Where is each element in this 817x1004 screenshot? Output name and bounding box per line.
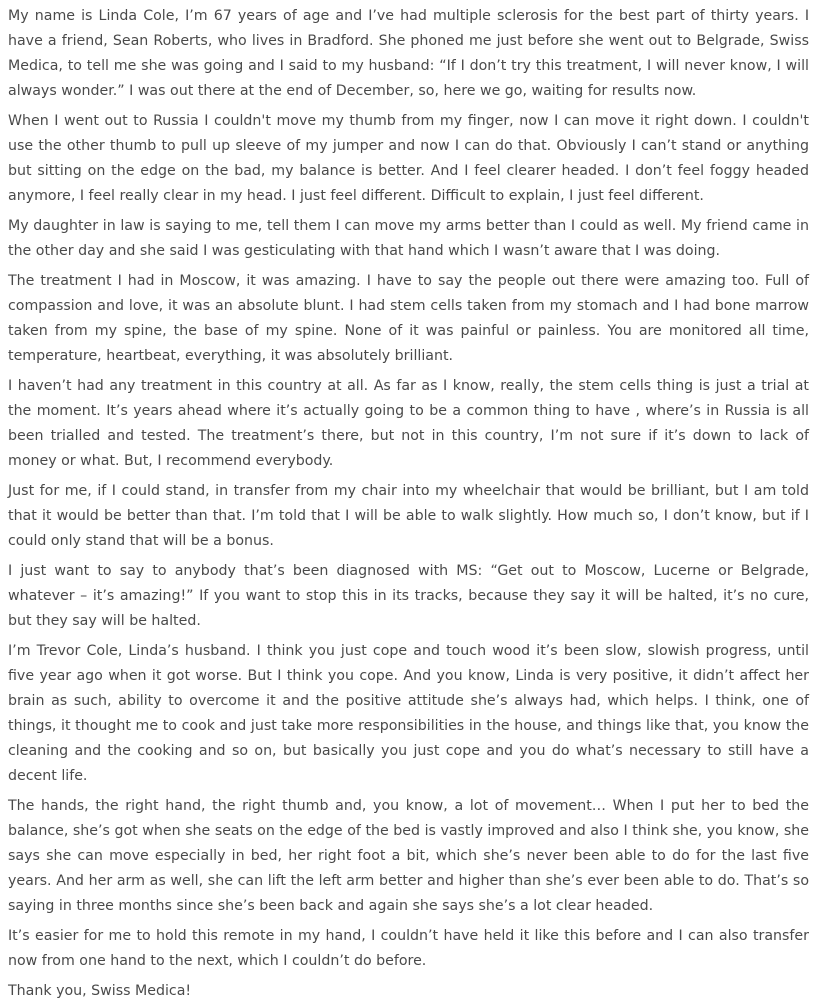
paragraph-thank-you: Thank you, Swiss Medica!	[8, 983, 192, 999]
paragraph-treatment-moscow: The treatment I had in Moscow, it was amazing. I have to say the people out there were amazing too. Full of compassion and love, it was an absolute blunt. I had stem cells taken from my stomach and I had bone marrow taken from my spine, the base of my spine. None of it was painful or painless. You are monitored all time, temperature, heartbeat, everything, it was absolutely brilliant.	[8, 273, 809, 364]
paragraph-husband-observations: The hands, the right hand, the right thumb and, you know, a lot of movement… When I put her to bed the balance, she’s got when she seats on the edge of the bed is vastly improved and also I think she, you know, she says she can move especially in bed, her right foot a bit, which she’s never been able to do for the last five years. And her arm as well, she can lift the left arm better and higher than she’s ever been able to do. That’s so saying in three months since she’s been back and again she says she’s a lot clear headed.	[8, 798, 809, 914]
paragraph-husband-intro: I’m Trevor Cole, Linda’s husband. I think you just cope and touch wood it’s been slow, slowish progress, until five year ago when it got worse. But I think you cope. And you know, Linda is very positive, it didn’t affect her brain as such, ability to overcome it and the positive attitude she’s always had, which helps. I think, one of things, it thought me to cook and just take more responsibilities in the house, and things like that, you know the cleaning and the cooking and so on, but basically you just cope and you do what’s necessary to still have a decent life.	[8, 643, 809, 784]
paragraph-remote-control: It’s easier for me to hold this remote in my hand, I couldn’t have held it like this before and I can also transfer now from one hand to the next, which I couldn’t do before.	[8, 928, 809, 969]
paragraph-thumb-movement: When I went out to Russia I couldn't move my thumb from my finger, now I can move it right down. I couldn't use the other thumb to pull up sleeve of my jumper and now I can do that. Obviously I can’t stand or anything but sitting on the edge on the bad, my balance is better. And I feel clearer headed. I don’t feel foggy headed anymore, I feel really clear in my head. I just feel different. Difficult to explain, I just feel different.	[8, 113, 809, 204]
paragraph-no-treatment-uk: I haven’t had any treatment in this country at all. As far as I know, really, the stem cells thing is just a trial at the moment. It’s years ahead where it’s actually going to be a common thing to have , where’s in Russia is all been trialled and tested. The treatment’s there, but not in this country, I’m not sure if it’s down to lack of money or what. But, I recommend everybody.	[8, 378, 809, 469]
paragraph-advice-ms: I just want to say to anybody that’s been diagnosed with MS: “Get out to Moscow, Lucerne or Belgrade, whatever – it’s amazing!” If you want to stop this in its tracks, because they say it will be halted, it’s no cure, but they say will be halted.	[8, 563, 809, 629]
paragraph-daughter-in-law: My daughter in law is saying to me, tell them I can move my arms better than I could as well. My friend came in the other day and she said I was gesticulating with that hand which I wasn’t aware that I was doing.	[8, 218, 809, 259]
paragraph-intro: My name is Linda Cole, I’m 67 years of age and I’ve had multiple sclerosis for the best part of thirty years. I have a friend, Sean Roberts, who lives in Bradford. She phoned me just before she went out to Belgrade, Swiss Medica, to tell me she was going and I said to my husband: “If I don’t try this treatment, I will never know, I will always wonder.” I was out there at the end of December, so, here we go, waiting for results now.	[8, 8, 809, 99]
paragraph-hopes-standing: Just for me, if I could stand, in transfer from my chair into my wheelchair that would be brilliant, but I am told that it would be better than that. I’m told that I will be able to walk slightly. How much so, I don’t know, but if I could only stand that will be a bonus.	[8, 483, 809, 549]
